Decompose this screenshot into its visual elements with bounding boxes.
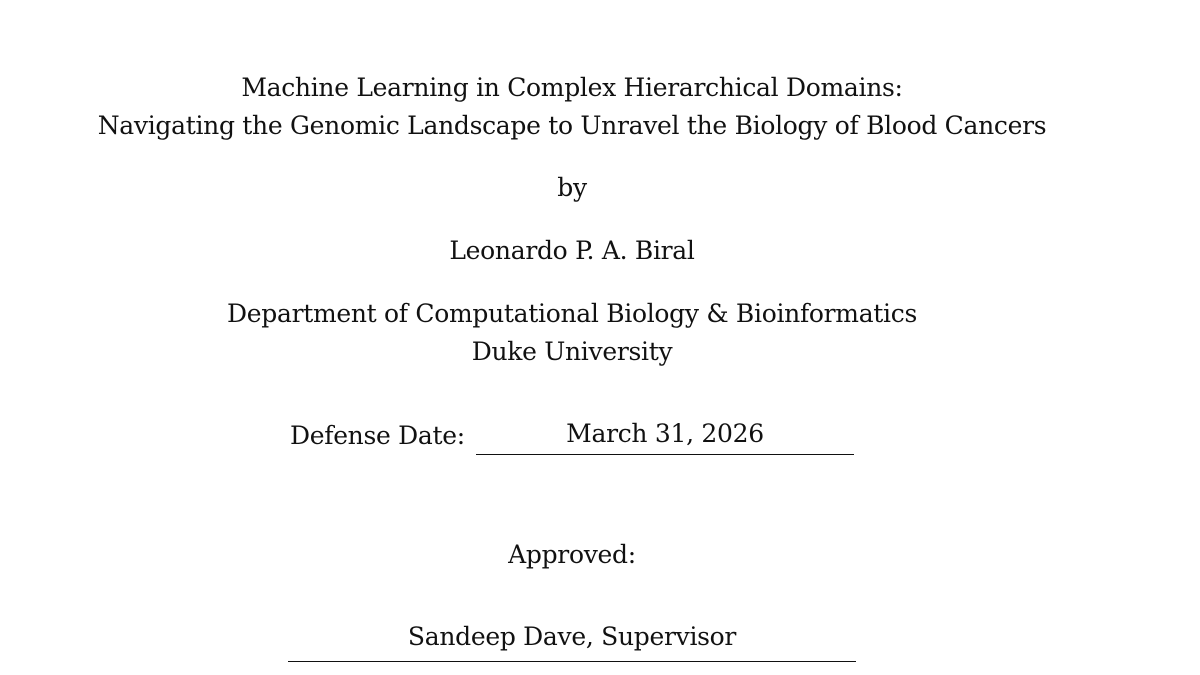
defense-date-field (476, 418, 854, 455)
author-name: Leonardo P. A. Biral (449, 236, 695, 265)
defense-date-value: March 31, 2026 (566, 419, 764, 448)
university-name: Duke University (471, 337, 673, 366)
thesis-title-line-2: Navigating the Genomic Landscape to Unravel the Biology of Blood Cancers (97, 111, 1047, 140)
approved-label: Approved: (508, 540, 636, 569)
signature-line-supervisor (288, 621, 856, 662)
department-name: Department of Computational Biology & Bioinformatics (227, 299, 917, 328)
defense-date-label: Defense Date: (290, 421, 465, 450)
by-label: by (557, 173, 587, 202)
thesis-title-line-1: Machine Learning in Complex Hierarchical Domains: (241, 73, 903, 102)
signature-name-supervisor: Sandeep Dave, Supervisor (407, 622, 737, 651)
